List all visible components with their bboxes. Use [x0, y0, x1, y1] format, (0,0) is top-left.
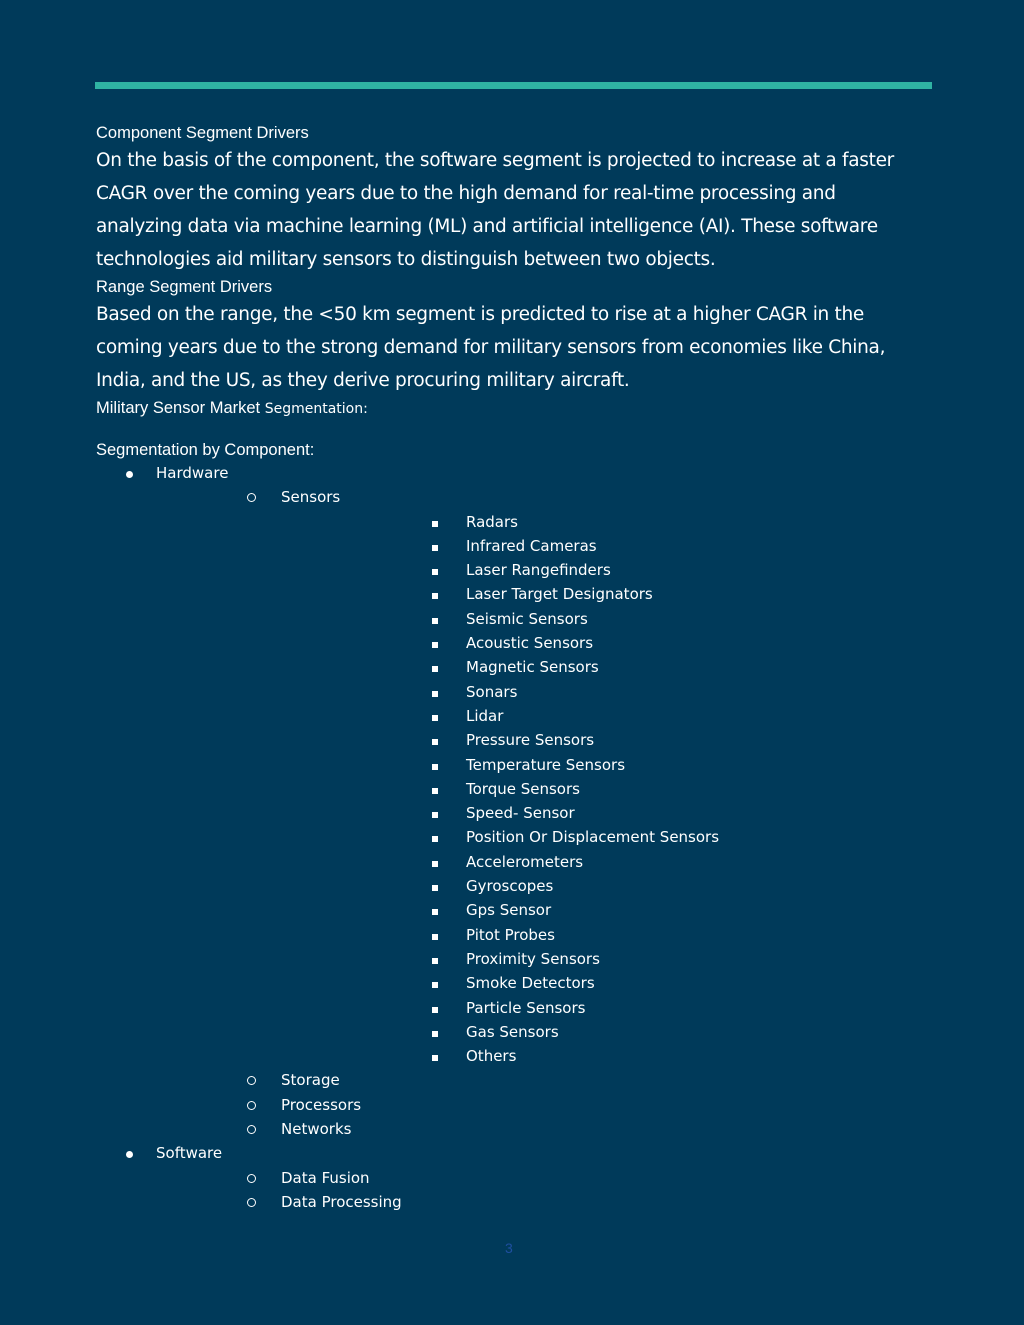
- list-item-label: Gas Sensors: [466, 1022, 559, 1041]
- list-item-label: Laser Rangefinders: [466, 561, 611, 580]
- list-item: [281, 631, 926, 655]
- list-item: [281, 1044, 926, 1068]
- range-paragraph: Based on the range, the <50 km segment is predicted to rise at a higher CAGR in the coming years due to the strong demand for military sensors from economies like China, India, and the US, as they derive procuring military aircraft.: [96, 304, 886, 391]
- list-item: [156, 1190, 926, 1214]
- list-item-label: Magnetic Sensors: [466, 658, 599, 677]
- list-item-label: Position Or Displacement Sensors: [466, 828, 720, 847]
- list-item: [281, 923, 926, 947]
- list-item-label: Networks: [281, 1120, 352, 1139]
- list-item-label: Storage: [281, 1071, 340, 1090]
- bullet-square-icon: [432, 582, 438, 606]
- bullet-square-icon: [432, 510, 438, 534]
- bullet-circle-icon: [247, 1117, 256, 1141]
- bullet-square-icon: [432, 728, 438, 752]
- segmentation-title: [96, 397, 926, 420]
- list-item: [281, 728, 926, 752]
- bullet-square-icon: [432, 874, 438, 898]
- page-number: 3: [505, 1240, 513, 1256]
- bullet-square-icon: [432, 607, 438, 631]
- list-item: [281, 753, 926, 777]
- list-item: [281, 874, 926, 898]
- list-item: [281, 1020, 926, 1044]
- header-rule: [95, 82, 932, 89]
- bullet-square-icon: [432, 704, 438, 728]
- list-item-hardware: [96, 461, 926, 1141]
- list-item: [281, 558, 926, 582]
- document-body: [96, 122, 926, 1214]
- bullet-square-icon: [432, 1020, 438, 1044]
- list-item-label: Particle Sensors: [466, 998, 586, 1017]
- bullet-square-icon: [432, 680, 438, 704]
- list-item-label: Temperature Sensors: [466, 755, 626, 774]
- list-item-label: Gps Sensor: [466, 901, 552, 920]
- list-item-label: Smoke Detectors: [466, 974, 595, 993]
- list-item: [281, 510, 926, 534]
- list-item-label: Acoustic Sensors: [466, 634, 594, 653]
- bullet-square-icon: [432, 996, 438, 1020]
- bullet-square-icon: [432, 898, 438, 922]
- list-item-label: Data Fusion: [281, 1168, 370, 1187]
- software-sublist: [156, 1166, 926, 1215]
- segmentation-by-component: Segmentation by Component:: [96, 441, 315, 459]
- sensor-list: [281, 510, 926, 1069]
- list-item-label: Data Processing: [281, 1192, 402, 1211]
- list-item: [156, 1166, 926, 1190]
- list-item-label: Seismic Sensors: [466, 609, 588, 628]
- list-item: [281, 680, 926, 704]
- list-item-label: Others: [466, 1047, 517, 1066]
- list-item-label: Pressure Sensors: [466, 731, 595, 750]
- bullet-square-icon: [432, 801, 438, 825]
- bullet-circle-icon: [247, 485, 256, 509]
- list-item-label: Speed- Sensor: [466, 804, 575, 823]
- bullet-square-icon: [432, 558, 438, 582]
- bullet-square-icon: [432, 923, 438, 947]
- list-item-label: Lidar: [466, 706, 504, 725]
- list-item: [281, 607, 926, 631]
- bullet-circle-icon: [247, 1190, 256, 1214]
- segmentation-title-main: Military Sensor Market: [96, 399, 261, 417]
- list-item: [281, 704, 926, 728]
- bullet-square-icon: [432, 777, 438, 801]
- list-item: [281, 777, 926, 801]
- list-item-software: [96, 1141, 926, 1214]
- component-heading: Component Segment Drivers: [96, 124, 309, 142]
- range-heading: Range Segment Drivers: [96, 278, 273, 296]
- bullet-square-icon: [432, 825, 438, 849]
- bullet-square-icon: [432, 631, 438, 655]
- list-item: [281, 801, 926, 825]
- list-item-label: Laser Target Designators: [466, 585, 653, 604]
- list-item-label: Radars: [466, 512, 518, 531]
- bullet-square-icon: [432, 534, 438, 558]
- software-label: Software: [156, 1144, 223, 1163]
- list-item: [156, 1093, 926, 1117]
- list-item: [281, 947, 926, 971]
- list-item: [281, 534, 926, 558]
- bullet-square-icon: [432, 655, 438, 679]
- list-item: [156, 1068, 926, 1092]
- list-item: [281, 825, 926, 849]
- list-item: [281, 850, 926, 874]
- hardware-sublist: [156, 485, 926, 1141]
- bullet-square-icon: [432, 971, 438, 995]
- component-list: [96, 461, 926, 1214]
- list-item-label: Proximity Sensors: [466, 949, 600, 968]
- bullet-square-icon: [432, 850, 438, 874]
- list-item: [281, 582, 926, 606]
- list-item-label: Processors: [281, 1095, 362, 1114]
- list-item-sensors: [156, 485, 926, 1068]
- bullet-square-icon: [432, 947, 438, 971]
- segmentation-title-small: Segmentation:: [264, 401, 368, 417]
- bullet-circle-icon: [247, 1166, 256, 1190]
- bullet-square-icon: [432, 753, 438, 777]
- list-item: [281, 655, 926, 679]
- hardware-label: Hardware: [156, 464, 229, 482]
- list-item: [156, 1117, 926, 1141]
- list-item-label: Sonars: [466, 682, 518, 701]
- list-item: [281, 898, 926, 922]
- list-item: [281, 971, 926, 995]
- component-paragraph: On the basis of the component, the software segment is projected to increase at a faster CAGR over the coming years due to the high demand for real-time processing and analyzing data via machine learning (ML) and artificial intelligence (AI). These software technologies aid military sensors to distinguish between two objects.: [96, 150, 894, 270]
- bullet-dot-icon: [126, 1141, 133, 1165]
- list-item-label: Pitot Probes: [466, 925, 555, 944]
- list-item-label: Accelerometers: [466, 852, 584, 871]
- bullet-square-icon: [432, 1044, 438, 1068]
- list-item-label: Torque Sensors: [466, 779, 580, 798]
- bullet-dot-icon: [126, 461, 133, 485]
- list-item: [281, 996, 926, 1020]
- list-item-label: Infrared Cameras: [466, 536, 597, 555]
- sensors-label: Sensors: [281, 488, 341, 507]
- bullet-circle-icon: [247, 1093, 256, 1117]
- bullet-circle-icon: [247, 1068, 256, 1092]
- list-item-label: Gyroscopes: [466, 877, 554, 896]
